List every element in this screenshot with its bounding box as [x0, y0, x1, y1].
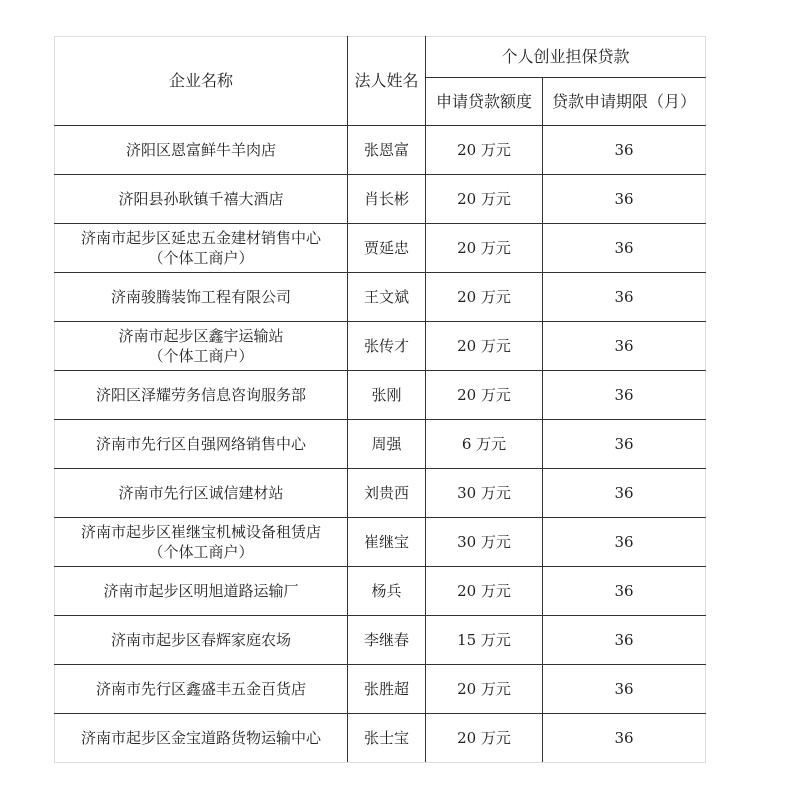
table-row [55, 518, 706, 567]
company-name: 济南市起步区金宝道路货物运输中心 [55, 714, 348, 763]
legal-person: 李继春 [348, 616, 426, 665]
legal-person: 王文斌 [348, 273, 426, 322]
loan-term: 36 [543, 224, 706, 273]
loan-term: 36 [543, 567, 706, 616]
loan-amount: 20 万元 [426, 224, 543, 273]
company-name: 济阳县孙耿镇千禧大酒店 [55, 175, 348, 224]
header-loan-group: 个人创业担保贷款 [426, 37, 706, 78]
loan-amount: 20 万元 [426, 567, 543, 616]
loan-term: 36 [543, 518, 706, 567]
table-row [55, 714, 706, 763]
loan-term: 36 [543, 273, 706, 322]
company-name: 济南市起步区鑫宇运输站 （个体工商户） [55, 322, 348, 371]
loan-amount: 20 万元 [426, 126, 543, 175]
loan-amount: 20 万元 [426, 714, 543, 763]
legal-person: 张恩富 [348, 126, 426, 175]
table-row [55, 371, 706, 420]
company-name: 济南市先行区诚信建材站 [55, 469, 348, 518]
company-name: 济南骏腾装饰工程有限公司 [55, 273, 348, 322]
loan-term: 36 [543, 665, 706, 714]
header-company: 企业名称 [55, 37, 348, 126]
loan-amount: 20 万元 [426, 665, 543, 714]
loan-table [54, 36, 706, 763]
table-row [55, 469, 706, 518]
loan-term: 36 [543, 126, 706, 175]
header-legal-person: 法人姓名 [348, 37, 426, 126]
loan-amount: 20 万元 [426, 175, 543, 224]
loan-term: 36 [543, 714, 706, 763]
company-name: 济南市起步区春辉家庭农场 [55, 616, 348, 665]
legal-person: 贾延忠 [348, 224, 426, 273]
loan-amount: 20 万元 [426, 371, 543, 420]
legal-person: 张胜超 [348, 665, 426, 714]
loan-term: 36 [543, 420, 706, 469]
table-row [55, 420, 706, 469]
legal-person: 杨兵 [348, 567, 426, 616]
header-term: 贷款申请期限（月） [543, 78, 706, 126]
loan-term: 36 [543, 371, 706, 420]
company-name: 济南市先行区自强网络销售中心 [55, 420, 348, 469]
loan-amount: 6 万元 [426, 420, 543, 469]
loan-term: 36 [543, 322, 706, 371]
legal-person: 张传才 [348, 322, 426, 371]
table-row [55, 224, 706, 273]
legal-person: 刘贵西 [348, 469, 426, 518]
company-name: 济南市起步区明旭道路运输厂 [55, 567, 348, 616]
table-row [55, 175, 706, 224]
legal-person: 张刚 [348, 371, 426, 420]
loan-amount: 20 万元 [426, 273, 543, 322]
company-name: 济阳区泽耀劳务信息咨询服务部 [55, 371, 348, 420]
legal-person: 张士宝 [348, 714, 426, 763]
loan-amount: 15 万元 [426, 616, 543, 665]
loan-term: 36 [543, 175, 706, 224]
legal-person: 肖长彬 [348, 175, 426, 224]
table-row [55, 273, 706, 322]
header-row-top [55, 37, 706, 78]
table-row [55, 322, 706, 371]
company-name: 济南市起步区延忠五金建材销售中心 （个体工商户） [55, 224, 348, 273]
company-name: 济南市起步区崔继宝机械设备租赁店 （个体工商户） [55, 518, 348, 567]
loan-term: 36 [543, 469, 706, 518]
company-name: 济南市先行区鑫盛丰五金百货店 [55, 665, 348, 714]
loan-amount: 20 万元 [426, 322, 543, 371]
company-name: 济阳区恩富鲜牛羊肉店 [55, 126, 348, 175]
loan-amount: 30 万元 [426, 469, 543, 518]
table-row [55, 616, 706, 665]
table-body [55, 126, 706, 763]
table-row [55, 665, 706, 714]
loan-amount: 30 万元 [426, 518, 543, 567]
legal-person: 周强 [348, 420, 426, 469]
header-amount: 申请贷款额度 [426, 78, 543, 126]
table-row [55, 567, 706, 616]
legal-person: 崔继宝 [348, 518, 426, 567]
loan-term: 36 [543, 616, 706, 665]
table-row [55, 126, 706, 175]
